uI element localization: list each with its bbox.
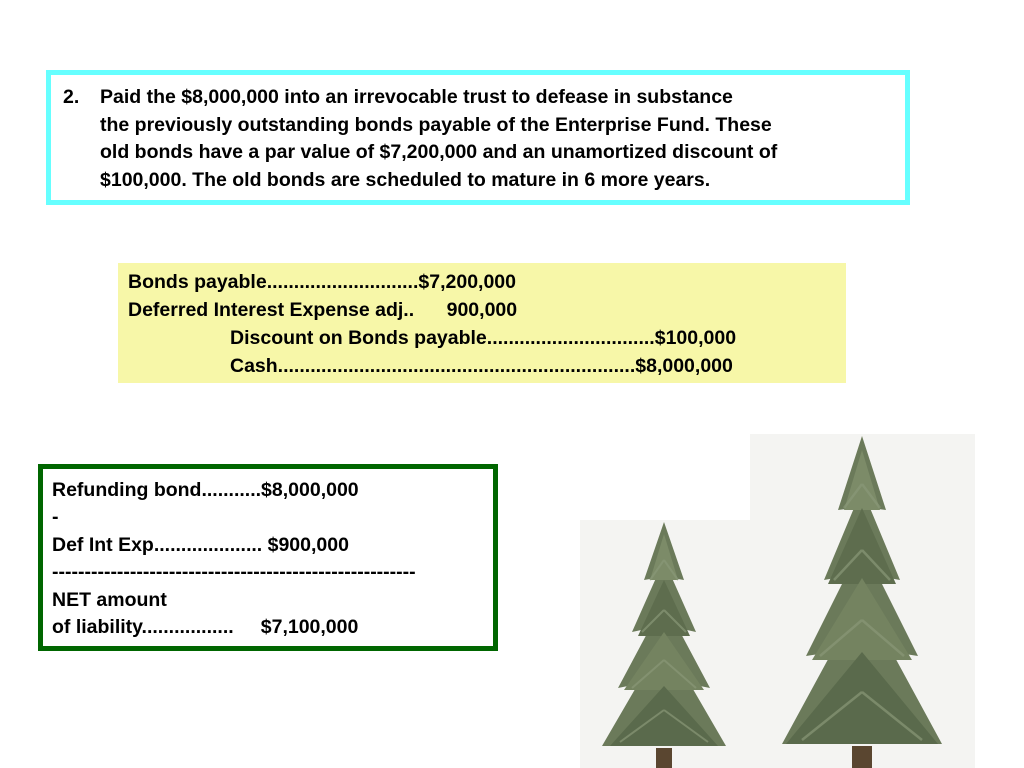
journal-entry-box [118, 263, 846, 383]
separator-line: -------------------------------------------------------- [52, 561, 416, 584]
journal-credit-discount: Discount on Bonds payable...............................$100,000 [230, 327, 737, 349]
minus-sign-line: - [52, 506, 59, 529]
problem-text: Paid the $8,000,000 into an irrevocable trust to defease in substance the previously outstanding bonds payable of the Enterprise Fund. These old bonds have a par value of $7,200,000 and an unamortized discount of $100,000. The old bonds are scheduled to mature in 6 more years. [100, 86, 778, 191]
journal-debit-deferred-interest: Deferred Interest Expense adj.. 900,000 [128, 299, 518, 321]
journal-debit-bonds-payable: Bonds payable............................$7,200,000 [128, 271, 516, 293]
net-liability-line: of liability................. $7,100,000 [52, 616, 359, 639]
problem-number: 2. [63, 86, 80, 108]
journal-credit-cash: Cash..................................................................$8,000,000 [230, 355, 733, 377]
problem-statement-box [46, 70, 910, 205]
net-liability-computation-box [38, 464, 498, 651]
net-amount-label: NET amount [52, 588, 167, 611]
refunding-bond-line: Refunding bond...........$8,000,000 [52, 479, 359, 501]
def-int-exp-line: Def Int Exp.................... $900,000 [52, 533, 349, 556]
small-christmas-tree-image [580, 520, 750, 768]
large-christmas-tree-image [750, 434, 975, 768]
